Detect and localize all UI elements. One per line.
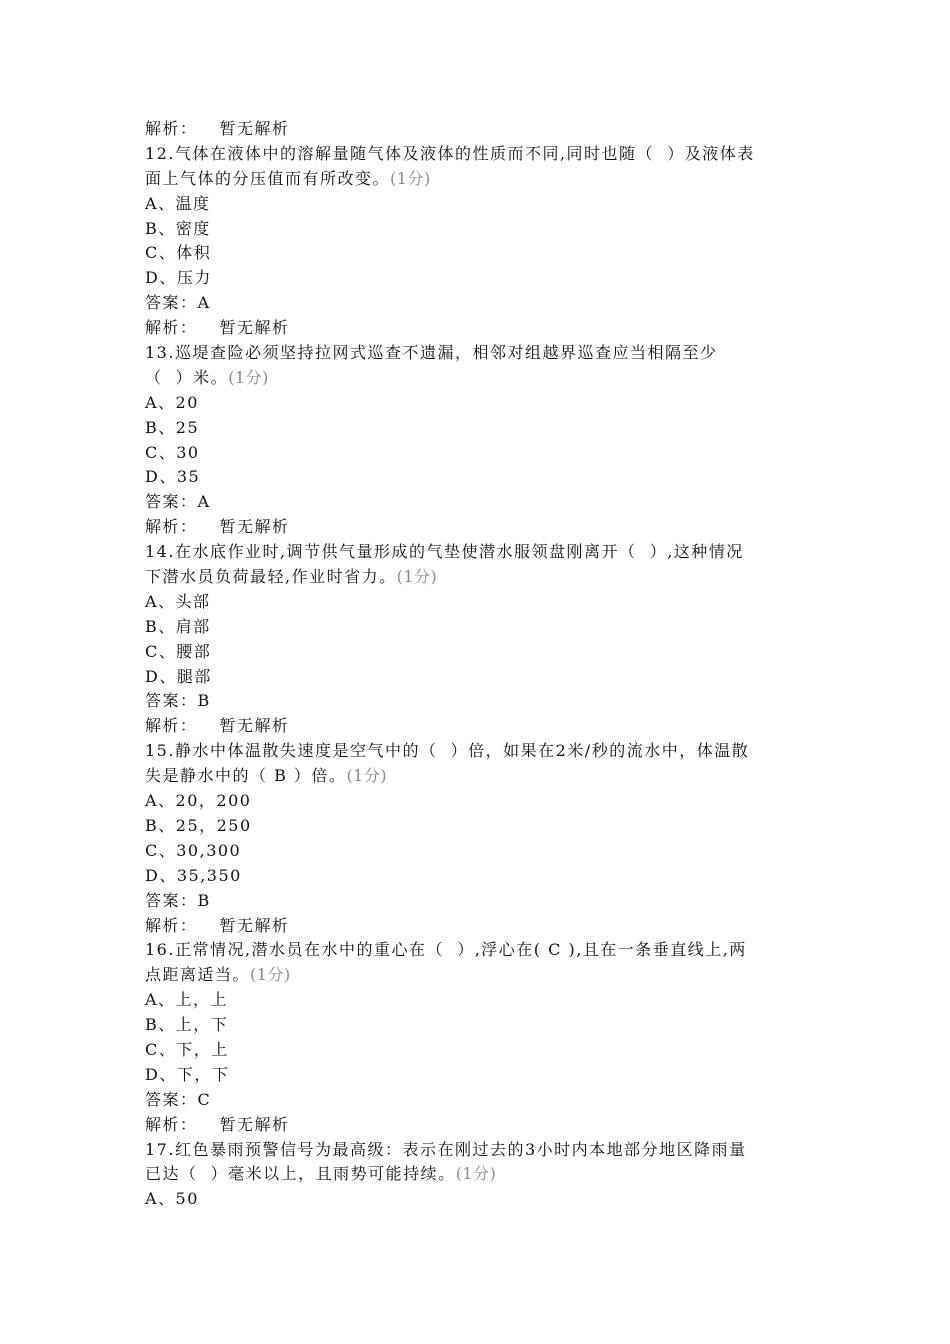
question-text-cont: 下潜水员负荷最轻,作业时省力。(1分) (145, 567, 438, 587)
answer-value: A (197, 492, 211, 512)
option-b: B、25 (145, 417, 200, 437)
option-b: B、上，下 (145, 1015, 229, 1035)
analysis-label: 解析： (145, 915, 198, 935)
option-c: C、下，上 (145, 1039, 229, 1059)
analysis-label: 解析： (145, 318, 198, 338)
answer-value: B (197, 691, 211, 711)
option-a: A、50 (145, 1189, 199, 1209)
question-15 (145, 739, 825, 938)
question-text-cont: （ ）米。(1分) (145, 367, 269, 387)
question-text-cont: 点距离适当。(1分) (145, 965, 291, 985)
option-c: C、30,300 (145, 840, 242, 860)
option-d: D、腿部 (145, 666, 212, 686)
question-17 (145, 1138, 825, 1213)
answer-label: 答案： (145, 492, 198, 512)
analysis-line (145, 1113, 825, 1138)
option-c: C、30 (145, 442, 200, 462)
question-14 (145, 540, 825, 739)
question-text: 13.巡堤查险必须坚持拉网式巡查不遗漏，相邻对组越界巡查应当相隔至少 (145, 343, 718, 363)
question-text-cont: 面上气体的分压值而有所改变。(1分) (145, 168, 431, 188)
score-badge: (1分) (250, 965, 291, 985)
answer-line (145, 889, 825, 914)
question-text: 14.在水底作业时,调节供气量形成的气垫使潜水服领盘刚离开（ ）,这种情况 (145, 542, 744, 562)
option-c: C、腰部 (145, 641, 212, 661)
analysis-text: 暂无解析 (219, 716, 290, 736)
answer-line (145, 689, 825, 714)
option-d: D、35 (145, 467, 201, 487)
answer-value: B (197, 890, 211, 910)
question-list (145, 117, 825, 1212)
option-c: C、体积 (145, 243, 212, 263)
question-text: 16.正常情况,潜水员在水中的重心在（ ）,浮心在( C ),且在一条垂直线上,两 (145, 940, 747, 960)
analysis-label: 解析： (145, 1114, 198, 1134)
analysis-label: 解析： (145, 716, 198, 736)
analysis-text: 暂无解析 (219, 1114, 290, 1134)
answer-line (145, 490, 825, 515)
option-a: A、头部 (145, 591, 211, 611)
question-16 (145, 938, 825, 1137)
analysis-text: 暂无解析 (219, 119, 290, 138)
analysis-text: 暂无解析 (219, 517, 290, 537)
analysis-text: 暂无解析 (219, 915, 290, 935)
option-b: B、密度 (145, 218, 211, 238)
answer-value: A (197, 293, 211, 313)
answer-line (145, 291, 825, 316)
question-12 (145, 142, 825, 341)
option-d: D、35,350 (145, 865, 242, 885)
option-d: D、下，下 (145, 1064, 230, 1084)
analysis-line (145, 117, 825, 142)
score-badge: (1分) (396, 567, 438, 587)
score-badge: (1分) (455, 1164, 497, 1184)
question-text-cont: 失是静水中的（ B ）倍。(1分) (145, 766, 388, 786)
option-b: B、25，250 (145, 815, 252, 835)
answer-value: C (197, 1089, 212, 1109)
analysis-line (145, 914, 825, 939)
answer-line (145, 1088, 825, 1113)
answer-label: 答案： (145, 691, 198, 711)
analysis-label: 解析： (145, 517, 198, 537)
answer-label: 答案： (145, 293, 198, 313)
question-13 (145, 341, 825, 540)
analysis-text: 暂无解析 (219, 318, 290, 338)
option-a: A、上，上 (145, 990, 229, 1010)
question-text: 12.气体在液体中的溶解量随气体及液体的性质而不同,同时也随（ ）及液体表 (145, 143, 755, 163)
option-a: A、温度 (145, 193, 211, 213)
option-a: A、20 (145, 392, 199, 412)
option-d: D、压力 (145, 268, 212, 288)
analysis-label: 解析： (145, 119, 198, 138)
question-text-cont: 已达（ ）毫米以上，且雨势可能持续。(1分) (145, 1164, 497, 1184)
score-badge: (1分) (228, 367, 269, 387)
score-badge: (1分) (390, 168, 431, 188)
option-a: A、20，200 (145, 791, 252, 811)
question-text: 17.红色暴雨预警信号为最高级：表示在刚过去的3小时内本地部分地区降雨量 (145, 1139, 747, 1159)
answer-label: 答案： (145, 1089, 198, 1109)
score-badge: (1分) (346, 766, 388, 786)
analysis-line (145, 515, 825, 540)
analysis-line (145, 316, 825, 341)
question-text: 15.静水中体温散失速度是空气中的（ ）倍，如果在2米/秒的流水中，体温散 (145, 741, 750, 761)
analysis-line (145, 714, 825, 739)
option-b: B、肩部 (145, 616, 211, 636)
answer-label: 答案： (145, 890, 198, 910)
